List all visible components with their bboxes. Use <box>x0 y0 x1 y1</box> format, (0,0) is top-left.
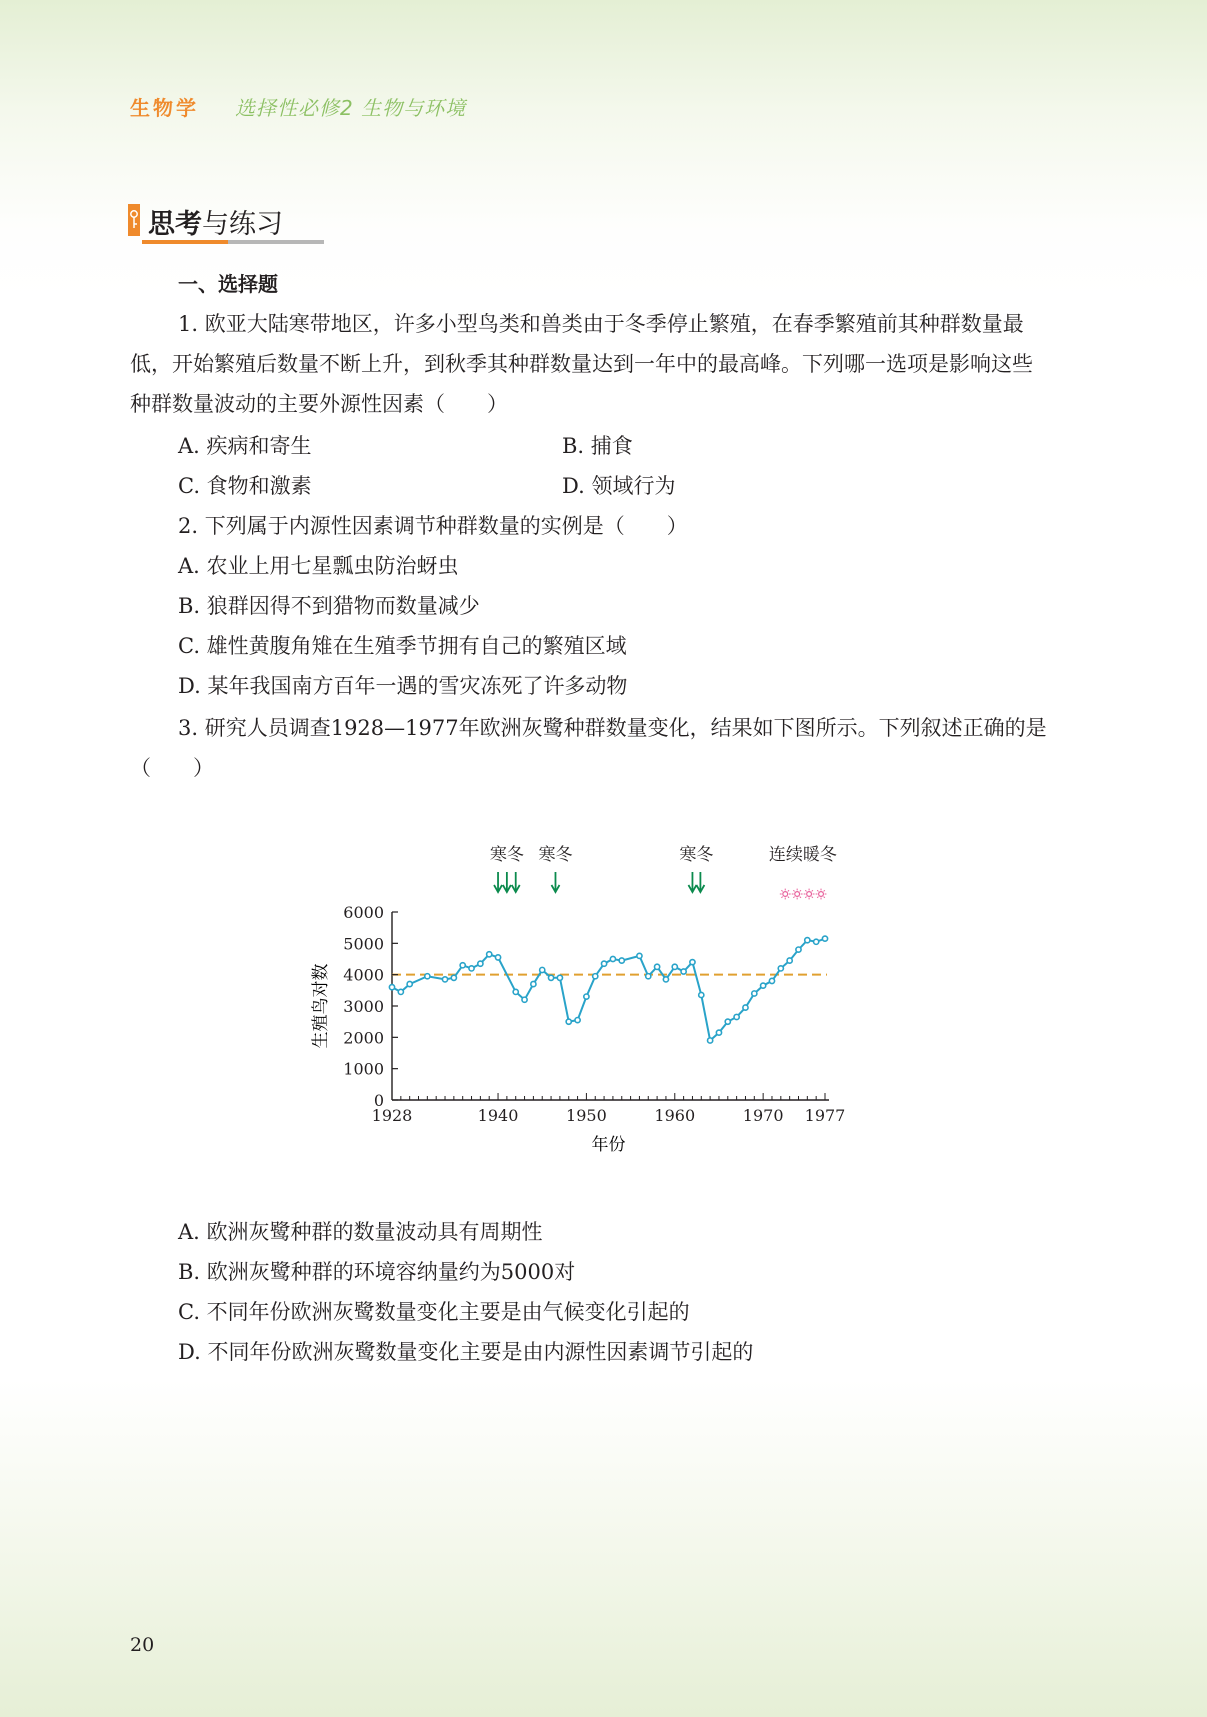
data-point <box>690 960 695 965</box>
data-point <box>557 975 562 980</box>
data-point <box>566 1019 571 1024</box>
question-2-stem: 2. 下列属于内源性因素调节种群数量的实例是（ ） <box>178 514 688 538</box>
data-point <box>805 938 810 943</box>
q3-option-c: C. 不同年份欧洲灰鹭数量变化主要是由气候变化引起的 <box>178 1300 690 1324</box>
sun-icon <box>792 889 803 900</box>
title-underline-gray <box>228 240 324 244</box>
q2-option-c: C. 雄性黄腹角雉在生殖季节拥有自己的繁殖区域 <box>178 634 627 658</box>
q1-option-a: A. 疾病和寄生 <box>178 434 312 458</box>
data-point <box>487 952 492 957</box>
data-point <box>708 1038 713 1043</box>
sun-icon <box>816 889 827 900</box>
x-tick-label: 1940 <box>477 1106 519 1125</box>
section-title <box>148 202 283 241</box>
data-point <box>610 956 615 961</box>
q3-option-b: B. 欧洲灰鹭种群的环境容纳量约为5000对 <box>178 1260 576 1284</box>
cold-winter-annotation <box>679 845 713 892</box>
q2-option-d: D. 某年我国南方百年一遇的雪灾冻死了许多动物 <box>178 674 628 698</box>
data-point <box>761 983 766 988</box>
data-point <box>425 974 430 979</box>
section-heading <box>128 200 328 246</box>
sun-icon <box>780 889 791 900</box>
data-point <box>478 961 483 966</box>
page-number: 20 <box>130 1634 155 1656</box>
question-1-stem: 1. 欧亚大陆寒带地区，许多小型鸟类和兽类由于冬季停止繁殖，在春季繁殖前其种群数量最低，开始繁殖后数量不断上升，到秋季其种群数量达到一年中的最高峰。下列哪一选项是影响这些种群数量波动的主要外源性因素（ ） <box>130 312 1033 416</box>
q3-option-a: A. 欧洲灰鹭种群的数量波动具有周期性 <box>178 1220 543 1244</box>
y-tick-label: 2000 <box>343 1028 384 1048</box>
data-point <box>407 981 412 986</box>
data-point <box>398 989 403 994</box>
data-point <box>663 977 668 982</box>
cold-winter-annotation <box>490 845 524 892</box>
section-title-bold: 思考 <box>148 209 202 240</box>
subsection-title: 一、选择题 <box>178 272 278 296</box>
data-point <box>593 974 598 979</box>
y-tick-label: 5000 <box>343 934 384 954</box>
x-tick-label: 1928 <box>371 1106 413 1125</box>
header-book-title: 选择性必修2 生物与环境 <box>235 96 467 120</box>
series-line <box>392 939 825 1041</box>
sun-icon <box>804 889 815 900</box>
x-tick-label: 1970 <box>742 1106 784 1125</box>
y-tick-label: 0 <box>373 1091 384 1110</box>
data-point <box>681 969 686 974</box>
title-underline-orange <box>142 240 228 244</box>
annotation-label: 寒冬 <box>538 845 573 865</box>
x-axis-label: 年份 <box>591 1135 626 1155</box>
data-point <box>389 985 394 990</box>
x-tick-label: 1950 <box>566 1106 607 1125</box>
data-point <box>646 974 651 979</box>
q2-option-a: A. 农业上用七星瓢虫防治蚜虫 <box>178 554 459 578</box>
data-point <box>655 964 660 969</box>
q2-option-b: B. 狼群因得不到猎物而数量减少 <box>178 594 480 618</box>
data-point <box>769 978 774 983</box>
annotation-label: 连续暖冬 <box>768 845 837 865</box>
data-point <box>460 963 465 968</box>
annotation-label: 寒冬 <box>489 845 524 865</box>
y-tick-label: 6000 <box>343 903 384 922</box>
data-point <box>814 939 819 944</box>
data-point <box>778 966 783 971</box>
y-tick-label: 1000 <box>343 1059 384 1079</box>
data-point <box>575 1018 580 1023</box>
data-point <box>619 958 624 963</box>
population-line-chart <box>310 845 870 1190</box>
data-point <box>513 989 518 994</box>
cold-winter-annotation <box>538 845 572 892</box>
annotation-label: 寒冬 <box>679 845 714 865</box>
y-tick-label: 3000 <box>343 997 384 1016</box>
data-point <box>469 966 474 971</box>
data-point <box>637 953 642 958</box>
y-tick-label: 4000 <box>343 965 384 985</box>
data-point <box>796 947 801 952</box>
data-point <box>451 975 456 980</box>
data-point <box>743 1005 748 1010</box>
data-point <box>548 975 553 980</box>
x-tick-label: 1977 <box>804 1106 846 1125</box>
q1-option-c: C. 食物和激素 <box>178 474 312 498</box>
header-subject: 生物学 <box>130 96 199 120</box>
question-3-stem: 3. 研究人员调查1928—1977年欧洲灰鹭种群数量变化，结果如下图所示。下列叙述正确的是（ ） <box>130 716 1047 780</box>
data-point <box>752 991 757 996</box>
data-point <box>822 936 827 941</box>
data-point <box>531 981 536 986</box>
section-title-rest: 与练习 <box>202 209 283 240</box>
x-tick-label: 1960 <box>654 1106 696 1125</box>
data-point <box>734 1014 739 1019</box>
data-point <box>699 992 704 997</box>
warm-winter-annotation <box>769 845 837 899</box>
y-axis-label: 生殖鸟对数 <box>311 963 331 1049</box>
data-point <box>442 977 447 982</box>
key-icon <box>128 204 140 236</box>
data-point <box>495 955 500 960</box>
data-point <box>716 1030 721 1035</box>
data-point <box>601 961 606 966</box>
data-point <box>584 994 589 999</box>
data-point <box>672 964 677 969</box>
running-header <box>130 92 466 121</box>
data-point <box>787 958 792 963</box>
q1-option-d: D. 领域行为 <box>562 474 676 498</box>
data-point <box>522 997 527 1002</box>
q1-option-b: B. 捕食 <box>562 434 633 458</box>
data-point <box>725 1019 730 1024</box>
data-point <box>540 967 545 972</box>
q3-option-d: D. 不同年份欧洲灰鹭数量变化主要是由内源性因素调节引起的 <box>178 1340 754 1364</box>
